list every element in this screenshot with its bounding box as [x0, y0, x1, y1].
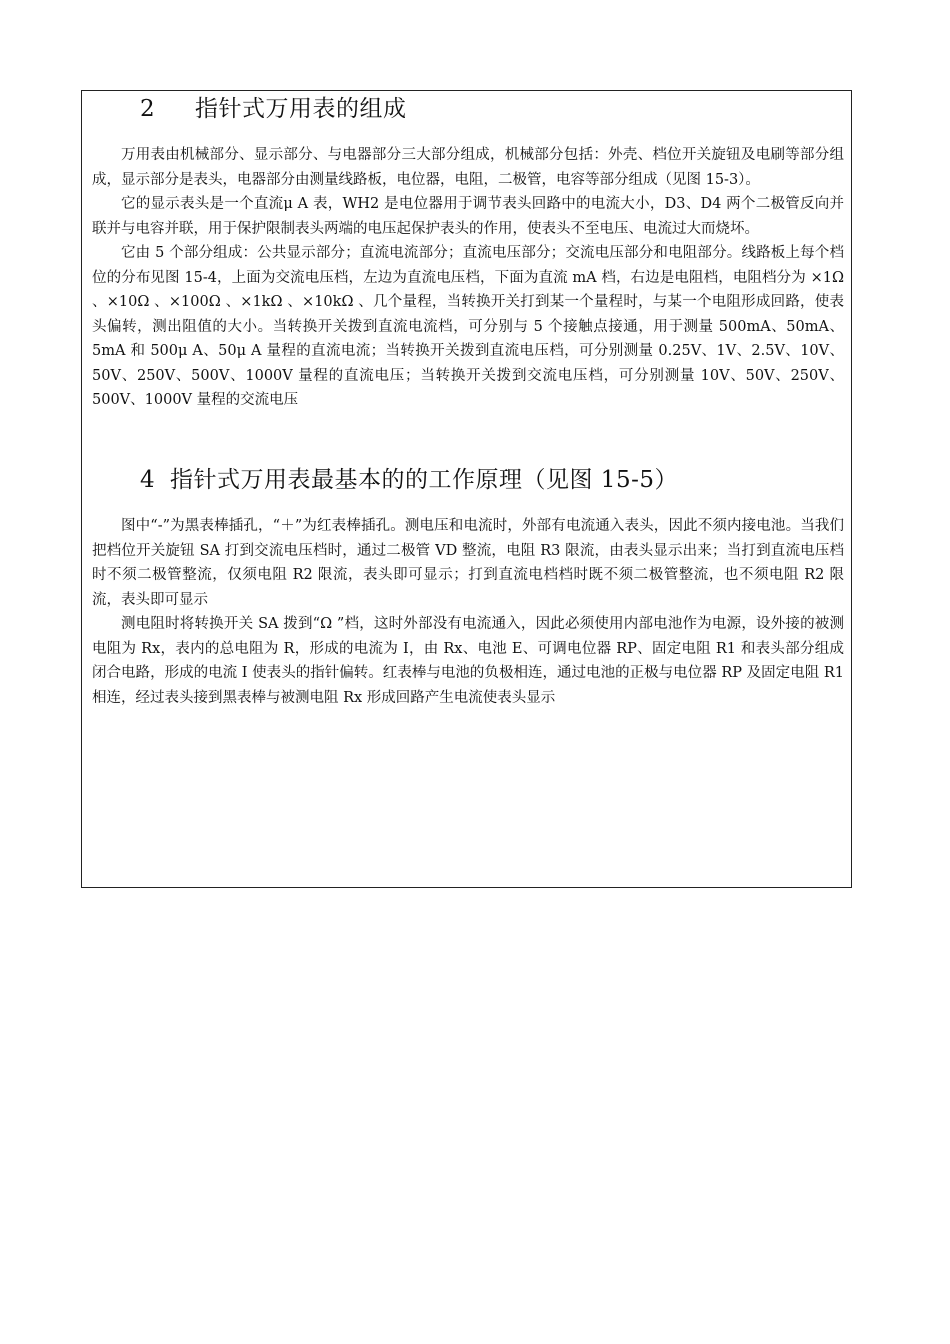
content-frame: [81, 90, 852, 888]
section-4-body: [92, 514, 844, 710]
section-4-title: 指针式万用表最基本的的工作原理（见图 15-5）: [170, 467, 678, 493]
section-2-title: 指针式万用表的组成: [195, 96, 407, 122]
section-2-paragraph-3: 它由 5 个部分组成：公共显示部分；直流电流部分；直流电压部分；交流电压部分和电阻部分。线路板上每个档位的分布见图 15-4，上面为交流电压档，左边为直流电压档，下面为直流 mA 档，右边是电阻档，电阻档分为 ×1Ω 、×10Ω 、×100Ω 、×1kΩ 、×10kΩ 、几个量程，当转换开关打到某一个量程时，与某一个电阻形成回路，使表头偏转，测出阻值的大小。当转换开关拨到直流电流档，可分别与 5 个接触点接通，用于测量 500mA、50mA、5mA 和 500μ A、50μ A 量程的直流电流；当转换开关拨到直流电压档，可分别测量 0.25V、1V、2.5V、10V、50V、250V、500V、1000V 量程的直流电压；当转换开关拨到交流电压档，可分别测量 10V、50V、250V、500V、1000V 量程的交流电压: [92, 245, 844, 408]
section-2-body: [92, 143, 844, 413]
section-4-paragraph-2: 测电阻时将转换开关 SA 拨到“Ω ”档，这时外部没有电流通入，因此必须使用内部电池作为电源，设外接的被测电阻为 Rx，表内的总电阻为 R，形成的电流为 I，由 Rx、电池 E、可调电位器 RP、固定电阻 R1 和表头部分组成闭合电路，形成的电流 I 使表头的指针偏转。红表棒与电池的负极相连，通过电池的正极与电位器 RP 及固定电阻 R1 相连，经过表头接到黑表棒与被测电阻 Rx 形成回路产生电流使表头显示: [92, 616, 844, 706]
section-2-number: 2: [140, 96, 156, 122]
section-4-number: 4: [140, 467, 156, 493]
section-4-paragraph-1: 图中“-”为黑表棒插孔，“＋”为红表棒插孔。测电压和电流时，外部有电流通入表头，因此不须内接电池。当我们把档位开关旋钮 SA 打到交流电压档时，通过二极管 VD 整流，电阻 R3 限流，由表头显示出来；当打到直流电压档时不须二极管整流，仅须电阻 R2 限流，表头即可显示；打到直流电档档时既不须二极管整流，也不须电阻 R2 限流，表头即可显示: [92, 518, 844, 608]
section-2-heading: [140, 94, 407, 124]
section-2-paragraph-2: 它的显示表头是一个直流μ A 表，WH2 是电位器用于调节表头回路中的电流大小，D3、D4 两个二极管反向并联并与电容并联，用于保护限制表头两端的电压起保护表头的作用，使表头不至电压、电流过大而烧坏。: [92, 196, 844, 237]
section-2-paragraph-1: 万用表由机械部分、显示部分、与电器部分三大部分组成，机械部分包括：外壳、档位开关旋钮及电刷等部分组成，显示部分是表头，电器部分由测量线路板，电位器，电阻，二极管，电容等部分组成（见图 15-3）。: [92, 147, 844, 188]
section-4-heading: [140, 465, 678, 495]
